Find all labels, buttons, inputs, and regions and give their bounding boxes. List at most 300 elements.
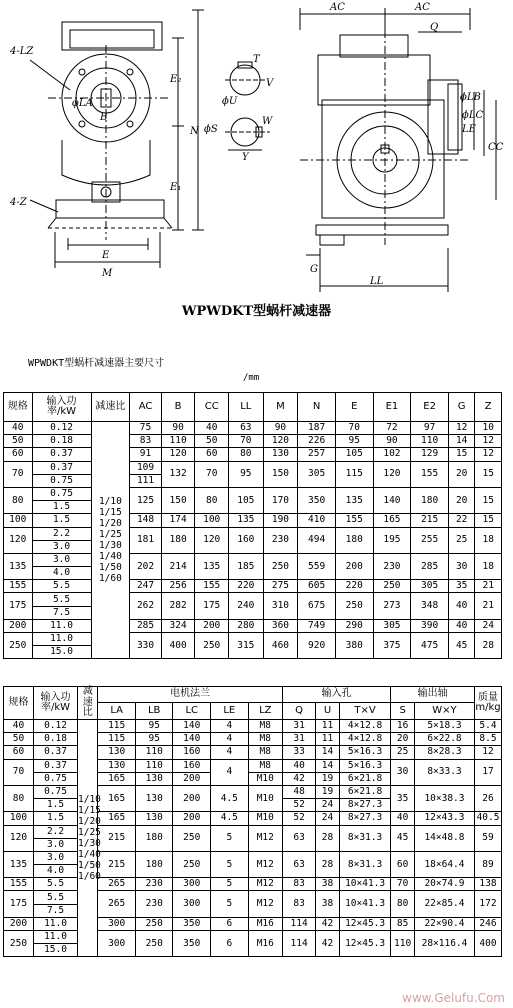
header-output-shaft: 输出轴 — [391, 687, 475, 703]
ratio-line: 1/15 — [98, 507, 122, 519]
table-row — [4, 514, 502, 527]
value-cell: 200 — [173, 812, 211, 825]
value-cell: 460 — [263, 633, 298, 659]
value-cell: 102 — [373, 448, 411, 461]
size-cell: 135 — [4, 553, 33, 579]
value-cell: 24 — [316, 799, 340, 812]
value-cell: 132 — [161, 461, 195, 487]
value-cell: 120 — [195, 527, 229, 553]
power-cell: 0.12 — [32, 422, 91, 435]
value-cell: M10 — [248, 812, 282, 825]
size-cell: 120 — [4, 825, 34, 851]
size-cell: 175 — [4, 891, 34, 917]
value-cell: 150 — [161, 487, 195, 513]
value-cell: 4×12.8 — [339, 733, 391, 746]
value-cell: 24 — [316, 812, 340, 825]
watermark: www.Gelufu.Com — [402, 991, 505, 1005]
power-cell: 4.0 — [32, 567, 91, 580]
power-cell: 5.5 — [34, 878, 78, 891]
value-cell: 160 — [173, 746, 211, 759]
value-cell: 15 — [475, 487, 502, 513]
value-cell: 72 — [373, 422, 411, 435]
value-cell: 28 — [316, 851, 340, 877]
value-cell: 24 — [475, 619, 502, 632]
value-cell: 180 — [135, 851, 173, 877]
value-cell: 95 — [229, 461, 264, 487]
value-cell: 165 — [373, 514, 411, 527]
value-cell: 31 — [282, 733, 315, 746]
value-cell: 22×90.4 — [414, 917, 474, 930]
value-cell: 115 — [335, 461, 373, 487]
value-cell: 605 — [298, 580, 336, 593]
table-row — [4, 435, 502, 448]
value-cell: 40 — [391, 812, 415, 825]
value-cell: 215 — [98, 851, 136, 877]
table-row — [4, 633, 502, 646]
value-cell: 187 — [298, 422, 336, 435]
value-cell: 12×45.3 — [339, 917, 391, 930]
size-cell: 50 — [4, 733, 34, 746]
dim-e1: E₁ — [170, 182, 182, 193]
value-cell: M8 — [248, 733, 282, 746]
side-view — [300, 8, 496, 292]
value-cell: 230 — [135, 891, 173, 917]
header-ratio: 减速比 — [78, 687, 98, 720]
value-cell: 305 — [411, 580, 449, 593]
dim-phi-la: ϕLA — [72, 98, 93, 109]
value-cell: 255 — [411, 527, 449, 553]
dim-t: T — [253, 54, 260, 65]
value-cell: 40 — [448, 619, 474, 632]
value-cell: 5 — [211, 891, 249, 917]
value-cell: 350 — [173, 917, 211, 930]
value-cell: 250 — [263, 553, 298, 579]
value-cell: 19 — [316, 785, 340, 798]
power-cell: 7.5 — [32, 606, 91, 619]
value-cell: 285 — [130, 619, 162, 632]
value-cell: 63 — [229, 422, 264, 435]
sub-header-cell: T×V — [339, 703, 391, 720]
value-cell: 6×21.8 — [339, 785, 391, 798]
size-cell: 155 — [4, 580, 33, 593]
dim-phi-lb: ϕLB — [460, 92, 481, 103]
value-cell: 190 — [263, 514, 298, 527]
power-cell: 0.37 — [34, 746, 78, 759]
ratio-line: 1/10 — [98, 496, 122, 508]
value-cell: 5.4 — [475, 720, 502, 733]
power-cell: 0.75 — [32, 487, 91, 500]
value-cell: 230 — [373, 553, 411, 579]
power-cell: 0.18 — [34, 733, 78, 746]
value-cell: M16 — [248, 917, 282, 930]
value-cell: 300 — [98, 931, 136, 957]
value-cell: 348 — [411, 593, 449, 619]
value-cell: 180 — [135, 825, 173, 851]
power-cell: 2.2 — [32, 527, 91, 540]
value-cell: 120 — [161, 448, 195, 461]
value-cell: 59 — [475, 825, 502, 851]
size-cell: 200 — [4, 619, 33, 632]
value-cell: 247 — [130, 580, 162, 593]
header-cell: AC — [130, 393, 162, 422]
value-cell: 95 — [135, 720, 173, 733]
flange-shaft-table — [3, 686, 502, 957]
value-cell: 135 — [195, 553, 229, 579]
value-cell: 200 — [195, 619, 229, 632]
power-cell: 3.0 — [32, 540, 91, 553]
value-cell: 6×21.8 — [339, 772, 391, 785]
ratio-line: 1/30 — [98, 540, 122, 552]
header-cell: B — [161, 393, 195, 422]
value-cell: 5 — [211, 878, 249, 891]
value-cell: 215 — [411, 514, 449, 527]
ratio-line: 1/10 — [78, 794, 101, 806]
value-cell: 95 — [335, 435, 373, 448]
value-cell: 45 — [391, 825, 415, 851]
value-cell: 130 — [263, 448, 298, 461]
ratio-line: 1/60 — [78, 871, 101, 883]
size-cell: 135 — [4, 851, 34, 877]
value-cell: 5×16.3 — [339, 746, 391, 759]
value-cell: 21 — [475, 580, 502, 593]
value-cell: 110 — [161, 435, 195, 448]
value-cell: 410 — [298, 514, 336, 527]
value-cell: 174 — [161, 514, 195, 527]
value-cell: 70 — [391, 878, 415, 891]
value-cell: 5×16.3 — [339, 759, 391, 772]
value-cell: 18 — [475, 527, 502, 553]
value-cell: 35 — [391, 785, 415, 811]
dim-cc: CC — [488, 142, 504, 153]
value-cell: 324 — [161, 619, 195, 632]
value-cell: 42 — [316, 931, 340, 957]
power-cell: 5.5 — [34, 891, 78, 904]
sub-header-cell: W×Y — [414, 703, 474, 720]
value-cell: 12 — [475, 435, 502, 448]
value-cell: 250 — [373, 580, 411, 593]
value-cell: 115 — [98, 733, 136, 746]
table-row — [4, 422, 502, 435]
sub-header-cell: LB — [135, 703, 173, 720]
value-cell: 6×22.8 — [414, 733, 474, 746]
header-cell: CC — [195, 393, 229, 422]
value-cell: 45 — [448, 633, 474, 659]
value-cell: 50 — [195, 435, 229, 448]
value-cell: 11 — [316, 720, 340, 733]
value-cell: 28 — [475, 633, 502, 659]
value-cell: 12×43.3 — [414, 812, 474, 825]
value-cell: 114 — [282, 917, 315, 930]
value-cell: 115 — [98, 720, 136, 733]
value-cell: 26 — [475, 785, 502, 811]
value-cell: 150 — [263, 461, 298, 487]
value-cell: 250 — [135, 931, 173, 957]
value-cell: 180 — [411, 487, 449, 513]
ratio-line: 1/40 — [78, 849, 101, 861]
size-cell: 40 — [4, 720, 34, 733]
value-cell: 20 — [448, 487, 474, 513]
value-cell: 28×116.4 — [414, 931, 474, 957]
value-cell: 38 — [316, 891, 340, 917]
table-row — [4, 448, 502, 461]
value-cell: 110 — [135, 759, 173, 772]
value-cell: 31 — [282, 720, 315, 733]
technical-drawing — [0, 0, 513, 295]
value-cell: 310 — [263, 593, 298, 619]
header-motor-flange: 电机法兰 — [98, 687, 283, 703]
value-cell: 240 — [229, 593, 264, 619]
value-cell: 8×27.3 — [339, 812, 391, 825]
value-cell: 195 — [373, 527, 411, 553]
value-cell: 559 — [298, 553, 336, 579]
ac-cell: 111 — [130, 474, 162, 487]
value-cell: 22 — [448, 514, 474, 527]
value-cell: M10 — [248, 785, 282, 811]
value-cell: 400 — [161, 633, 195, 659]
power-cell: 0.75 — [34, 785, 78, 798]
size-cell: 70 — [4, 461, 33, 487]
ratio-line: 1/50 — [98, 562, 122, 574]
value-cell: 30 — [448, 553, 474, 579]
value-cell: 140 — [173, 733, 211, 746]
value-cell: 95 — [135, 733, 173, 746]
value-cell: 14 — [448, 435, 474, 448]
value-cell: 135 — [229, 514, 264, 527]
value-cell: 11 — [316, 733, 340, 746]
size-cell: 200 — [4, 917, 34, 930]
value-cell: 4 — [211, 733, 249, 746]
value-cell: 10 — [475, 422, 502, 435]
dim-y: Y — [242, 152, 249, 163]
sub-header-cell: U — [316, 703, 340, 720]
sub-header-cell: LE — [211, 703, 249, 720]
power-cell: 11.0 — [34, 917, 78, 930]
sub-header-cell: S — [391, 703, 415, 720]
power-cell: 5.5 — [32, 580, 91, 593]
value-cell: 285 — [411, 553, 449, 579]
dim-m: M — [102, 268, 113, 279]
value-cell: 40 — [448, 593, 474, 619]
value-cell: 5×18.3 — [414, 720, 474, 733]
value-cell: 28 — [316, 825, 340, 851]
power-cell: 5.5 — [32, 593, 91, 606]
value-cell: 315 — [229, 633, 264, 659]
power-cell: 0.75 — [32, 474, 91, 487]
dim-w: W — [262, 116, 273, 127]
value-cell: M8 — [248, 746, 282, 759]
table-row — [4, 580, 502, 593]
ratio-line: 1/50 — [78, 860, 101, 872]
value-cell: 105 — [229, 487, 264, 513]
size-cell: 80 — [4, 487, 33, 513]
value-cell: 125 — [130, 487, 162, 513]
value-cell: 250 — [195, 633, 229, 659]
value-cell: 52 — [282, 812, 315, 825]
size-cell: 60 — [4, 746, 34, 759]
dim-g: G — [310, 264, 318, 275]
sub-header-cell: LA — [98, 703, 136, 720]
dim-4-z: 4-Z — [10, 197, 27, 208]
value-cell: 170 — [263, 487, 298, 513]
value-cell: 256 — [161, 580, 195, 593]
value-cell: 920 — [298, 633, 336, 659]
value-cell: 20×74.9 — [414, 878, 474, 891]
value-cell: 35 — [448, 580, 474, 593]
value-cell: 30 — [391, 759, 415, 785]
value-cell: 155 — [411, 461, 449, 487]
header-cell: E — [335, 393, 373, 422]
value-cell: 89 — [475, 851, 502, 877]
header-cell: N — [298, 393, 336, 422]
power-cell: 11.0 — [34, 931, 78, 944]
value-cell: 130 — [135, 812, 173, 825]
value-cell: 4.5 — [211, 812, 249, 825]
power-cell: 3.0 — [32, 553, 91, 566]
value-cell: 97 — [411, 422, 449, 435]
table-row — [4, 553, 502, 566]
value-cell: 675 — [298, 593, 336, 619]
dim-phi-s: ϕS — [204, 124, 218, 135]
value-cell: 90 — [161, 422, 195, 435]
value-cell: 80 — [229, 448, 264, 461]
value-cell: 305 — [298, 461, 336, 487]
value-cell: 129 — [411, 448, 449, 461]
power-cell: 0.18 — [32, 435, 91, 448]
size-cell: 100 — [4, 812, 34, 825]
size-cell: 155 — [4, 878, 34, 891]
size-cell: 80 — [4, 785, 34, 811]
value-cell: 42 — [282, 772, 315, 785]
value-cell: 180 — [161, 527, 195, 553]
value-cell: 135 — [335, 487, 373, 513]
value-cell: 226 — [298, 435, 336, 448]
power-cell: 11.0 — [32, 619, 91, 632]
dim-q: Q — [430, 22, 439, 33]
value-cell: 12×45.3 — [339, 931, 391, 957]
sub-header-cell: Q — [282, 703, 315, 720]
value-cell: 17 — [475, 759, 502, 785]
value-cell: 10×41.3 — [339, 878, 391, 891]
value-cell: 63 — [282, 825, 315, 851]
size-cell: 70 — [4, 759, 34, 785]
ratio-cell — [91, 422, 130, 659]
value-cell: 12 — [448, 422, 474, 435]
value-cell: 42 — [316, 917, 340, 930]
front-view — [30, 10, 204, 268]
value-cell: M10 — [248, 772, 282, 785]
value-cell: 4.5 — [211, 785, 249, 811]
value-cell: 5 — [211, 851, 249, 877]
value-cell: 14 — [316, 759, 340, 772]
table-row — [4, 619, 502, 632]
header-cell: 规格 — [4, 393, 33, 422]
ratio-line: 1/40 — [98, 551, 122, 563]
value-cell: 4 — [211, 720, 249, 733]
value-cell: 114 — [282, 931, 315, 957]
size-cell: 100 — [4, 514, 33, 527]
value-cell: 120 — [373, 461, 411, 487]
value-cell: 130 — [135, 772, 173, 785]
value-cell: 40 — [195, 422, 229, 435]
value-cell: 140 — [173, 720, 211, 733]
dim-ac-left: AC — [330, 2, 345, 13]
value-cell: 390 — [411, 619, 449, 632]
power-cell: 1.5 — [32, 514, 91, 527]
value-cell: 220 — [335, 580, 373, 593]
value-cell: 300 — [173, 891, 211, 917]
header-cell: E1 — [373, 393, 411, 422]
dim-e2: E₂ — [170, 74, 182, 85]
power-cell: 3.0 — [34, 838, 78, 851]
value-cell: 5 — [211, 825, 249, 851]
value-cell: 75 — [130, 422, 162, 435]
value-cell: 181 — [130, 527, 162, 553]
value-cell: 20 — [448, 461, 474, 487]
dim-phi-lc: ϕLC — [462, 110, 484, 121]
value-cell: 138 — [475, 878, 502, 891]
value-cell: 15 — [448, 448, 474, 461]
value-cell: M16 — [248, 931, 282, 957]
value-cell: 265 — [98, 891, 136, 917]
ratio-cell — [78, 720, 101, 957]
ratio-line: 1/20 — [98, 518, 122, 530]
size-cell: 120 — [4, 527, 33, 553]
value-cell: 70 — [195, 461, 229, 487]
value-cell: 155 — [195, 580, 229, 593]
value-cell: 12 — [475, 746, 502, 759]
value-cell: 70 — [335, 422, 373, 435]
ratio-line: 1/60 — [98, 573, 122, 585]
value-cell: 15 — [475, 514, 502, 527]
value-cell: 48 — [282, 785, 315, 798]
header-cell: M — [263, 393, 298, 422]
ratio-line: 1/30 — [78, 838, 101, 850]
size-cell: 40 — [4, 422, 33, 435]
value-cell: 172 — [475, 891, 502, 917]
value-cell: 475 — [411, 633, 449, 659]
value-cell: 19 — [316, 772, 340, 785]
value-cell: 8×33.3 — [414, 759, 474, 785]
table-row — [4, 720, 502, 733]
value-cell: 749 — [298, 619, 336, 632]
value-cell: 18×64.4 — [414, 851, 474, 877]
power-cell: 3.0 — [34, 851, 78, 864]
value-cell: 16 — [391, 720, 415, 733]
value-cell: 165 — [98, 772, 136, 785]
ratio-line: 1/25 — [98, 529, 122, 541]
value-cell: 280 — [229, 619, 264, 632]
value-cell: 120 — [263, 435, 298, 448]
value-cell: 40.5 — [475, 812, 502, 825]
value-cell: 83 — [282, 878, 315, 891]
value-cell: 8.5 — [475, 733, 502, 746]
value-cell: 230 — [263, 527, 298, 553]
value-cell: M12 — [248, 851, 282, 877]
value-cell: 22×85.4 — [414, 891, 474, 917]
power-cell: 1.5 — [34, 799, 78, 812]
value-cell: 4 — [211, 759, 249, 785]
value-cell: 250 — [335, 593, 373, 619]
page-title: WPWDKT型蜗杆减速器 — [181, 304, 332, 319]
dim-n: N — [190, 126, 199, 137]
value-cell: M12 — [248, 878, 282, 891]
value-cell: 10×41.3 — [339, 891, 391, 917]
value-cell: 380 — [335, 633, 373, 659]
dim-le: LE — [462, 124, 476, 135]
dim-ac-right: AC — [415, 2, 430, 13]
header-cell: LL — [229, 393, 264, 422]
power-cell: 1.5 — [34, 812, 78, 825]
